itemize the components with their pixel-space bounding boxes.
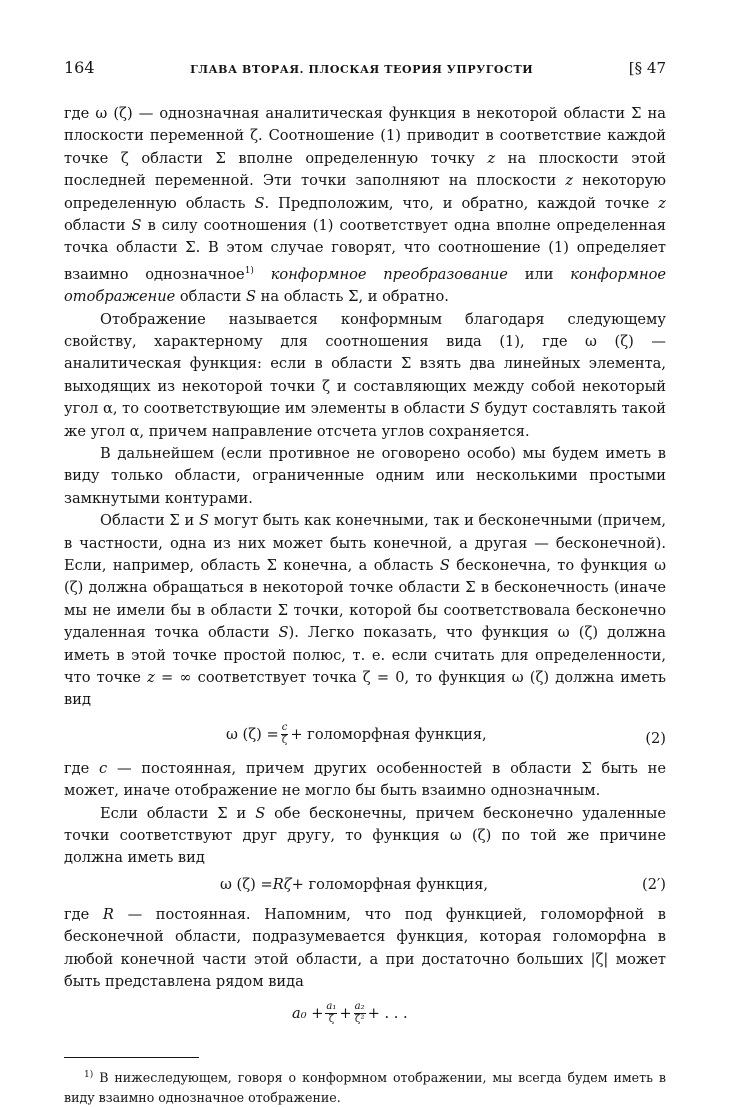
paragraph-3: В дальнейшем (если противное не оговорено особо) мы будем иметь в виду только области, ограниченные одним или несколькими простыми замкнутыми контурами. (64, 444, 666, 507)
footnote-marker: 1) (244, 265, 254, 276)
equation-number: (2′) (642, 875, 666, 893)
page-number: 164 (64, 58, 95, 77)
paragraph-7: где R — постоянная. Напомним, что под функцией, голоморфной в бесконечной области, подразумевается функция, которая голоморфна в любой конечной части этой области, а при достаточно больших |ζ| может быть представлена рядом вида (64, 905, 666, 991)
equation-number: (2) (645, 729, 666, 747)
footnote-divider (64, 1057, 199, 1058)
book-page (64, 58, 666, 1107)
running-title: ГЛАВА ВТОРАЯ. ПЛОСКАЯ ТЕОРИЯ УПРУГОСТИ (190, 63, 534, 76)
paragraph-1: где ω (ζ) — однозначная аналитическая функция в некоторой области Σ на плоскости переменной ζ. Соотношение (1) приводит в соответствие каждой точке ζ области Σ вполне определенную точку z на плоскости этой последней переменной. Эти точки заполняют на плоскости z некоторую определенную область S. Предположим, что, и обратно, каждой точке z области S в силу соотношения (1) соответствует одна вполне определенная точка области Σ. В этом случае говорят, что соотношение (1) определяет взаимно однозначное$^{1)}$ конформное преобразование или конформное отображение области S на область Σ, и обратно. (64, 105, 667, 306)
formula-2: ω (ζ) = $\frac{c}{\zeta}$ + голоморфная функция, (2) (226, 721, 666, 747)
fraction: $\frac{\text{a₂}}{\text{ζ²}}$ (354, 1001, 365, 1026)
paragraph-6: Если области Σ и S обе бесконечны, причем бесконечно удаленные точки соответствуют друг другу, то функция ω (ζ) по той же причине должна иметь вид (64, 804, 666, 867)
paragraph-4: Области Σ и S могут быть как конечными, так и бесконечными (причем, в частности, одна из них может быть конечной, а другая — бесконечной). Если, например, область Σ конечна, а область S бесконечна, то функция ω (ζ) должна обращаться в некоторой точке области Σ в бесконечность (иначе мы не имели бы в области Σ точки, которой бы соответствовала бесконечно удаленная точка области S). Легко показать, что функция ω (ζ) должна иметь в этой точке простой полюс, т. е. если считать для определенности, что точке z = ∞ соответствует точка ζ = 0, то функция ω (ζ) должна иметь вид (64, 512, 667, 709)
section-ref: [§ 47 (628, 59, 666, 77)
fraction: $\frac{c}{\zeta}$ (281, 721, 288, 746)
running-header (64, 58, 666, 77)
footnote: $^{1)}$ В нижеследующем, говоря о конформном отображении, мы всегда будем иметь в виду взаимно однозначное отображение. (64, 1070, 666, 1105)
formula-2-prime: ω (ζ) = Rζ + голоморфная функция, (2′) (220, 875, 666, 893)
paragraph-5: где c — постоянная, причем других особенностей в области Σ быть не может, иначе отображение не могло бы быть взаимно однозначным. (64, 759, 666, 800)
fraction: $\frac{\text{a₁}}{\zeta}$ (326, 1001, 337, 1026)
paragraph-2: Отображение называется конформным благодаря следующему свойству, характерному для соотношения вида (1), где ω (ζ) — аналитическая функция: если в области Σ взять два линейных элемента, выходящих из некоторой точки ζ и составляющих между собой некоторый угол α, то соответствующие им элементы в области S будут составлять такой же угол α, причем направление отсчета углов сохраняется. (64, 310, 667, 440)
formula-series: a₀ + $\frac{\text{a₁}}{\zeta}$ + $\frac{\text{a₂}}{\text{ζ²}}$ + . . . (292, 1001, 408, 1026)
